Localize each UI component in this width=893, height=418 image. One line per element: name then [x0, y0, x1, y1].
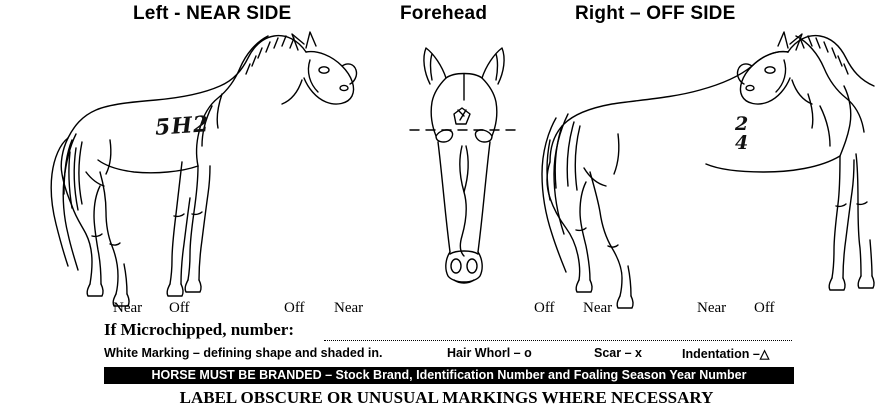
microchip-number-input[interactable] — [324, 322, 792, 341]
heading-forehead: Forehead — [400, 3, 488, 24]
heading-left-near-side: Left - NEAR SIDE — [133, 3, 292, 24]
label-obscure-markings-note: LABEL OBSCURE OR UNUSUAL MARKINGS WHERE NECESSARY — [179, 388, 714, 407]
leg-label-right-front-inner: Near — [583, 300, 613, 316]
brand-mark-left-side: 5H2 — [154, 111, 211, 141]
horse-figure-right-off-side[interactable] — [520, 22, 890, 312]
leg-label-left-hind-outer: Near — [334, 300, 364, 316]
horse-outline-right-icon — [520, 22, 890, 312]
footer-form-block — [0, 320, 893, 407]
legend-indentation: Indentation –△ — [682, 347, 770, 361]
horse-figure-forehead[interactable] — [404, 38, 524, 298]
legend-scar: Scar – x — [594, 346, 642, 360]
leg-label-left-hind-inner: Off — [284, 300, 305, 316]
legend-hair-whorl: Hair Whorl – o — [447, 346, 532, 360]
microchip-row — [0, 320, 893, 344]
leg-label-left-front-outer: Near — [113, 300, 143, 316]
leg-label-right-hind-inner: Near — [697, 300, 727, 316]
brand-requirement-banner: HORSE MUST BE BRANDED – Stock Brand, Identification Number and Foaling Season Year Number — [104, 367, 794, 384]
horse-outline-left-icon — [6, 22, 386, 312]
brand-mark-right-side-top: 2 — [735, 113, 749, 135]
leg-label-right-front-outer: Off — [534, 300, 555, 316]
leg-label-right-hind-outer: Off — [754, 300, 775, 316]
markings-legend-row — [0, 346, 893, 364]
microchip-label: If Microchipped, number: — [104, 320, 294, 339]
brand-mark-right-side-bottom: 4 — [735, 132, 749, 154]
heading-right-off-side: Right – OFF SIDE — [575, 3, 736, 24]
leg-label-left-front-inner: Off — [169, 300, 190, 316]
legend-white-marking: White Marking – defining shape and shaded in. — [104, 346, 383, 360]
horse-figure-left-near-side[interactable] — [6, 22, 386, 312]
horse-head-front-outline-icon — [404, 38, 524, 298]
